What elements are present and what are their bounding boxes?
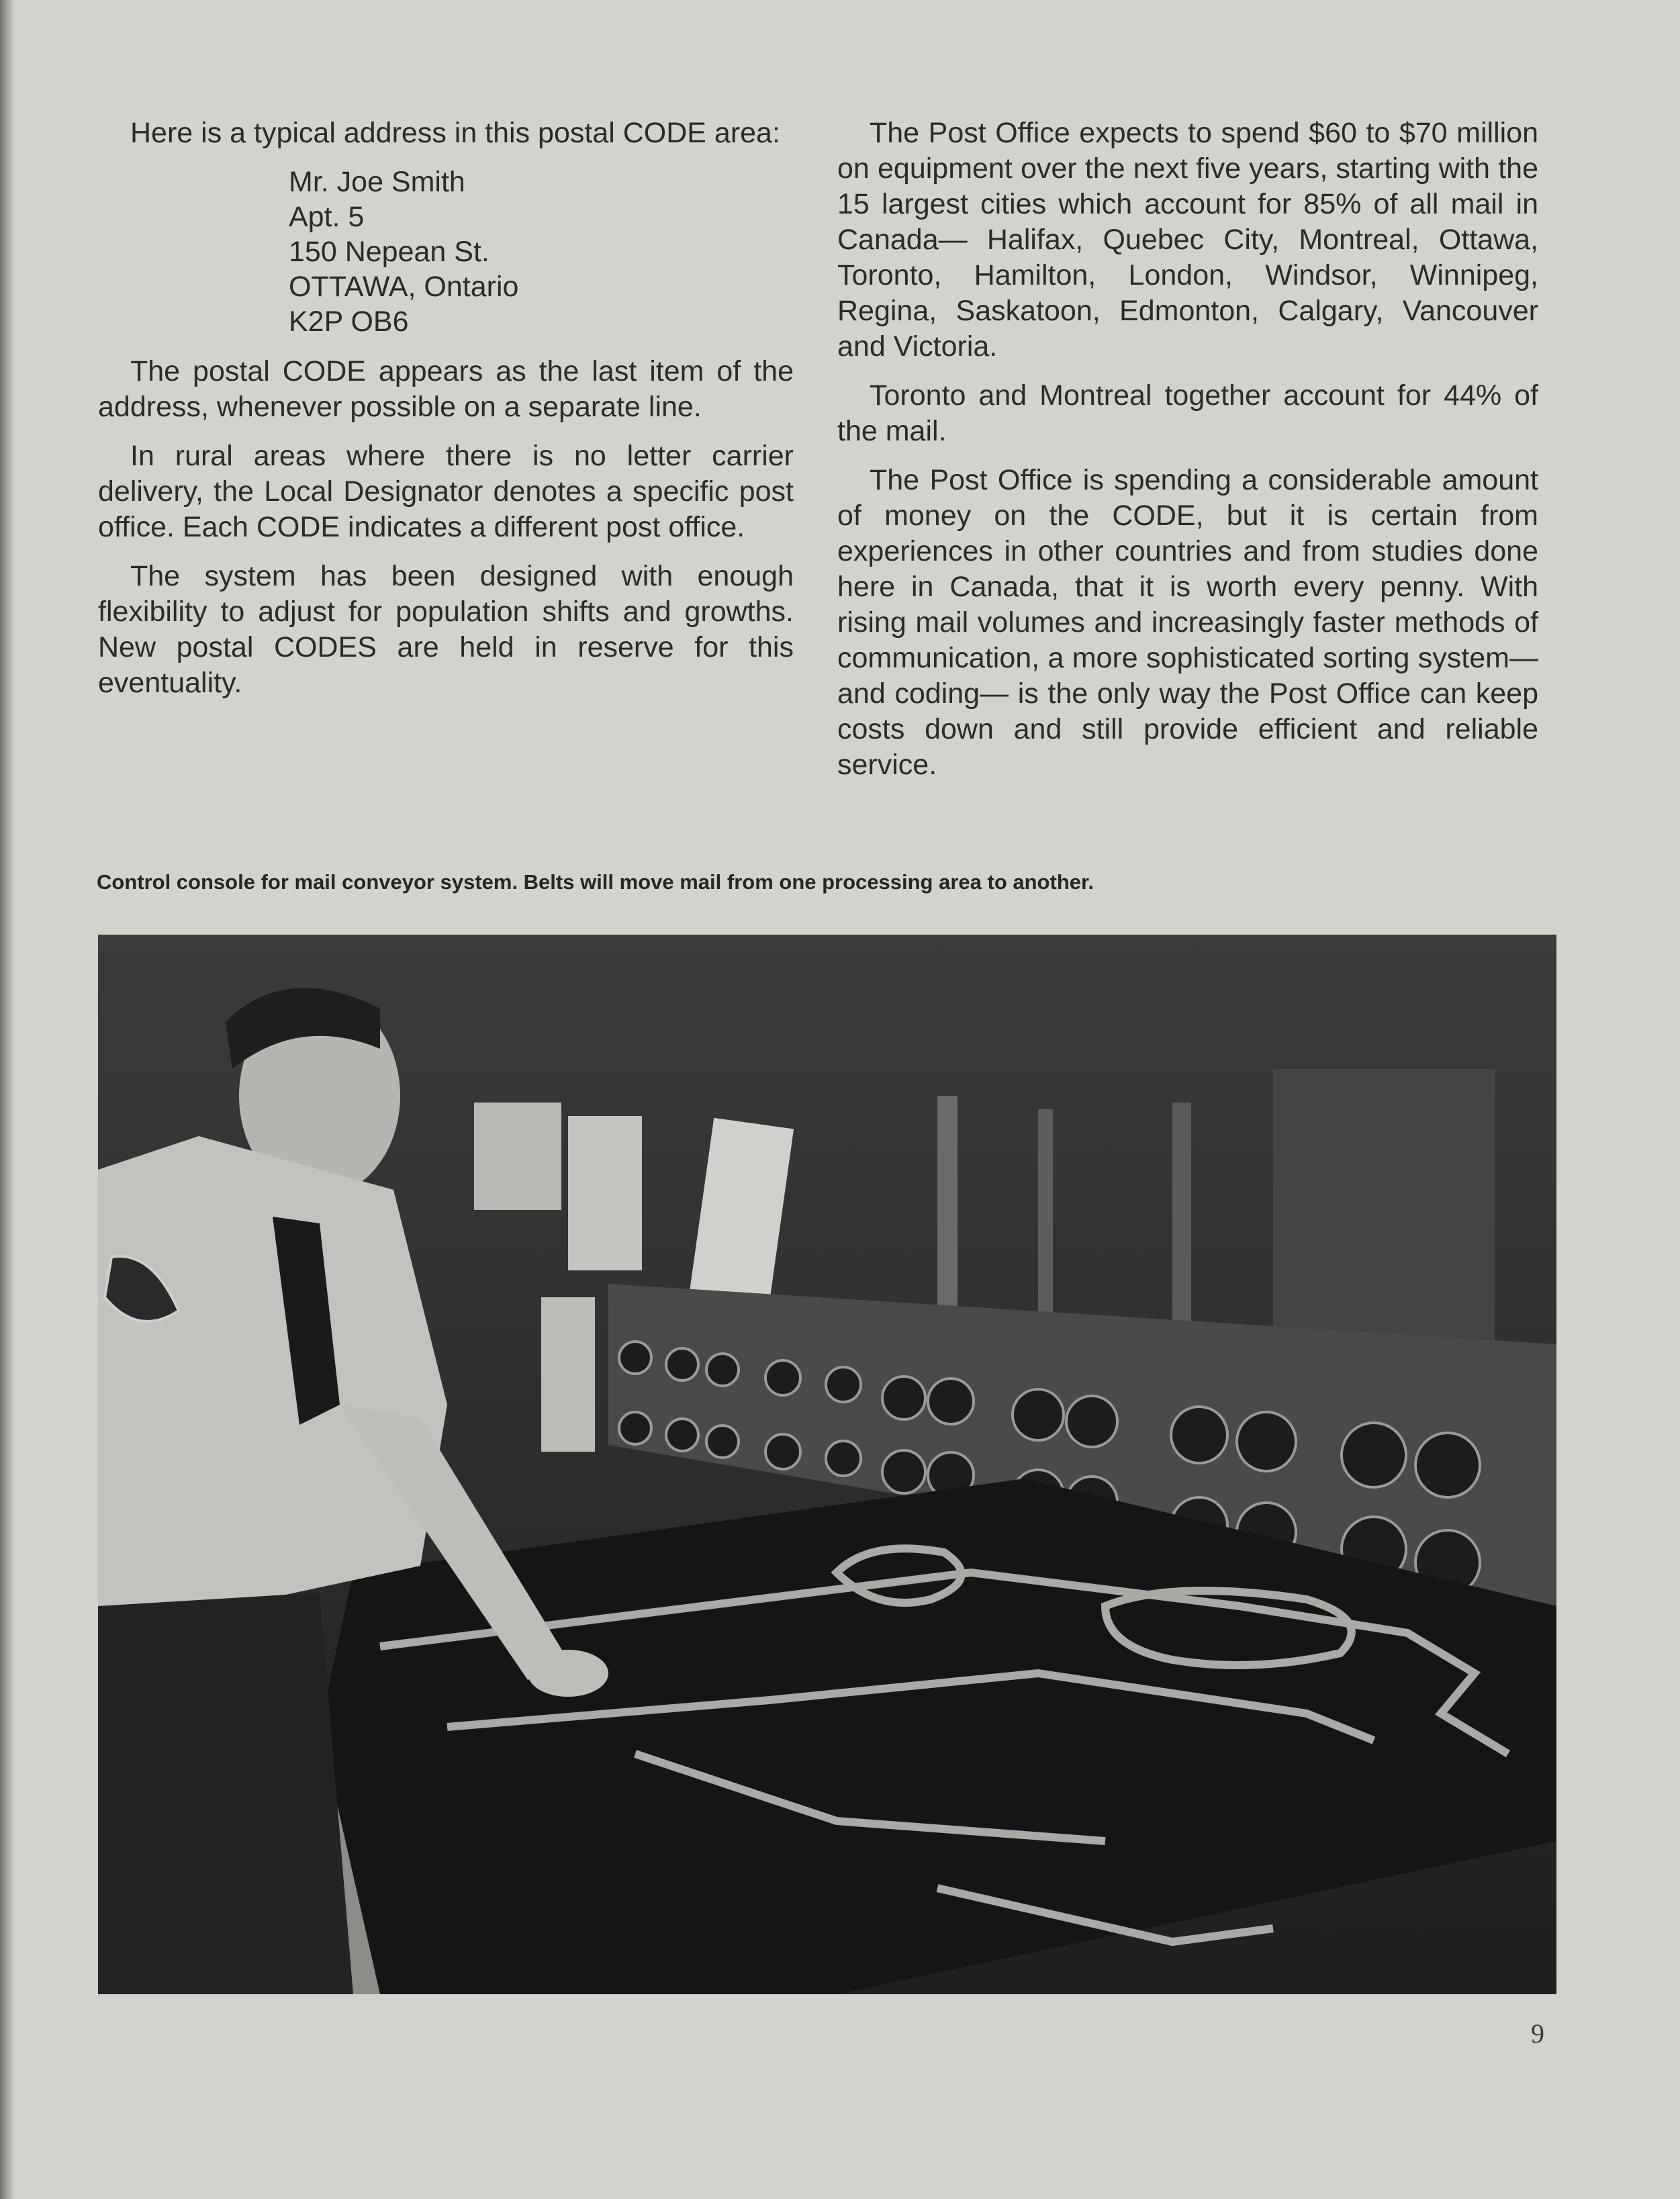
intro-paragraph: Here is a typical address in this postal CODE area: bbox=[130, 117, 780, 149]
address-line: Apt. 5 bbox=[289, 201, 365, 233]
body-paragraph: In rural areas where there is no letter carrier delivery, the Local Designator denotes a specific post office. Each CODE indicates a different post office. bbox=[98, 440, 794, 543]
body-paragraph: The postal CODE appears as the last item of the address, whenever possible on a separate line. bbox=[98, 355, 794, 423]
photo-caption: Control console for mail conveyor system. Belts will move mail from one processing area to another. bbox=[97, 870, 1094, 894]
body-paragraph: The Post Office is spending a considerable amount of money on the CODE, but it is certain from experiences in other countries and from studies done here in Canada, that it is worth every penny. With rising mail volumes and increasingly faster methods of communication, a more sophisticated sorting system—and coding— is the only way the Post Office can keep costs down and still provide efficient and reliable service. bbox=[837, 464, 1538, 781]
address-line: 150 Nepean St. bbox=[289, 236, 489, 268]
body-paragraph: The Post Office expects to spend $60 to $70 million on equipment over the next five years, starting with the 15 largest cities which account for 85% of all mail in Canada— Halifax, Quebec City, Montreal, Ottawa, Toronto, Hamilton, London, Windsor, Winnipeg, Regina, Saskatoon, Edmonton, Calgary, Vancouver and Victoria. bbox=[837, 117, 1538, 363]
address-line: Mr. Joe Smith bbox=[289, 166, 465, 198]
sample-address bbox=[289, 165, 794, 339]
address-line: OTTAWA, Ontario bbox=[289, 271, 519, 303]
address-line: K2P OB6 bbox=[289, 306, 409, 338]
page-binding-edge bbox=[0, 0, 15, 2199]
control-console-photo bbox=[98, 935, 1556, 1994]
page-number: 9 bbox=[1531, 2018, 1544, 2049]
body-paragraph: The system has been designed with enough flexibility to adjust for population shifts and growths. New postal CODES are held in reserve for this eventuality. bbox=[98, 560, 794, 699]
right-column bbox=[837, 115, 1538, 796]
left-column bbox=[98, 115, 794, 714]
body-paragraph: Toronto and Montreal together account for 44% of the mail. bbox=[837, 379, 1538, 447]
